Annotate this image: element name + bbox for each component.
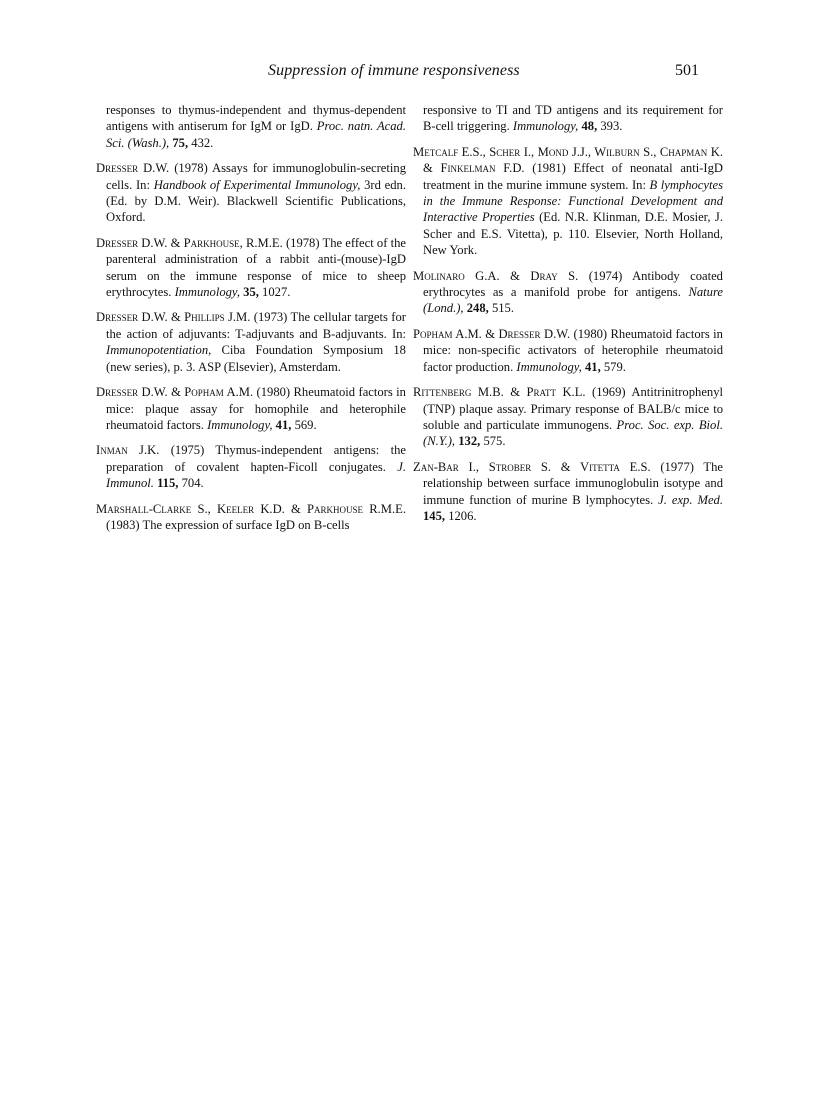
running-title: Suppression of immune responsiveness: [268, 62, 520, 79]
reference-authors: Dresser D.W. & Popham A.M.: [96, 385, 254, 400]
reference-entry: Rittenberg M.B. & Pratt K.L. (1969) Antitrinitrophenyl (TNP) plaque assay. Primary response of BALB/c mice to soluble and particulate immunogens. Proc. Soc. exp. Biol. (N.Y.), 132, 575.: [413, 385, 724, 449]
reference-entry: Dresser D.W. & Phillips J.M. (1973) The cellular targets for the action of adjuvants: T-adjuvants and B-adjuvants. In: Immunopotentiation, Ciba Foundation Symposium 18 (new series), p. 3. ASP (Elsevier), Amsterdam.: [96, 310, 406, 374]
reference-entry: Dresser D.W. & Parkhouse, R.M.E. (1978) The effect of the parenteral administration of a rabbit anti-(mouse)-IgD serum on the immune response of mice to sheep erythrocytes. Immunology, 35, 1027.: [96, 235, 407, 300]
reference-authors: Dresser D.W.: [96, 161, 170, 176]
reference-entry: Dresser D.W. & Popham A.M. (1980) Rheumatoid factors in mice: plaque assay for homophile and heterophile rheumatoid factors. Immunology, 41, 569.: [96, 385, 406, 432]
reference-authors: Rittenberg M.B. & Pratt K.L.: [413, 385, 586, 400]
reference-entry: Marshall-Clarke S., Keeler K.D. & Parkhouse R.M.E. (1983) The expression of surface IgD on B-cells: [96, 501, 406, 532]
reference-entry: Molinaro G.A. & Dray S. (1974) Antibody coated erythrocytes as a manifold probe for antigens. Nature (Lond.), 248, 515.: [413, 268, 723, 316]
reference-entry: Dresser D.W. (1978) Assays for immunoglobulin-secreting cells. In: Handbook of Experimental Immunology, 3rd edn. (Ed. by D.M. Weir). Blackwell Scientific Publications, Oxford.: [96, 161, 406, 225]
reference-entry: Metcalf E.S., Scher I., Mond J.J., Wilburn S., Chapman K. & Finkelman F.D. (1981) Effect of neonatal anti-IgD treatment in the murine immune system. In: B lymphocytes in the Immune Response: Functional Development and Interactive Properties (Ed. N.R. Klinman, D.E. Mosier, J. Scher and E.S. Vitetta), p. 110. Elsevier, North Holland, New York.: [413, 144, 723, 258]
reference-entry: responses to thymus-independent and thymus-dependent antigens with antiserum for IgM or IgD. Proc. natn. Acad. Sci. (Wash.), 75, 432.: [106, 103, 406, 150]
reference-authors: Metcalf E.S., Scher I., Mond J.J., Wilburn S., Chapman K. & Finkelman F.D.: [413, 144, 723, 176]
reference-authors: Dresser D.W. & Phillips J.M.: [96, 310, 251, 325]
running-head: [0, 62, 816, 84]
reference-authors: Popham A.M. & Dresser D.W.: [413, 326, 571, 341]
page-number: 501: [675, 62, 699, 79]
reference-authors: Zan-Bar I., Strober S. & Vitetta E.S.: [413, 459, 651, 474]
reference-entry: Popham A.M. & Dresser D.W. (1980) Rheumatoid factors in mice: non-specific activators of heterophile rheumatoid factor production. Immunology, 41, 579.: [413, 326, 723, 374]
reference-entry: Zan-Bar I., Strober S. & Vitetta E.S. (1977) The relationship between surface immunoglobulin isotype and immune function of murine B lymphocytes. J. exp. Med. 145, 1206.: [413, 459, 724, 523]
references-left-column: [96, 102, 406, 542]
reference-authors: Molinaro G.A. & Dray S.: [413, 268, 579, 283]
reference-authors: Marshall-Clarke S., Keeler K.D. & Parkhouse R.M.E.: [96, 501, 406, 516]
reference-authors: Inman J.K.: [96, 443, 160, 458]
references-right-column: [413, 102, 723, 533]
reference-entry: responsive to TI and TD antigens and its requirement for B-cell triggering. Immunology, 48, 393.: [423, 103, 723, 134]
reference-entry: Inman J.K. (1975) Thymus-independent antigens: the preparation of covalent hapten-Ficoll conjugates. J. Immunol. 115, 704.: [96, 443, 406, 491]
reference-authors: Dresser D.W. & Parkhouse, R.M.E.: [96, 235, 283, 250]
